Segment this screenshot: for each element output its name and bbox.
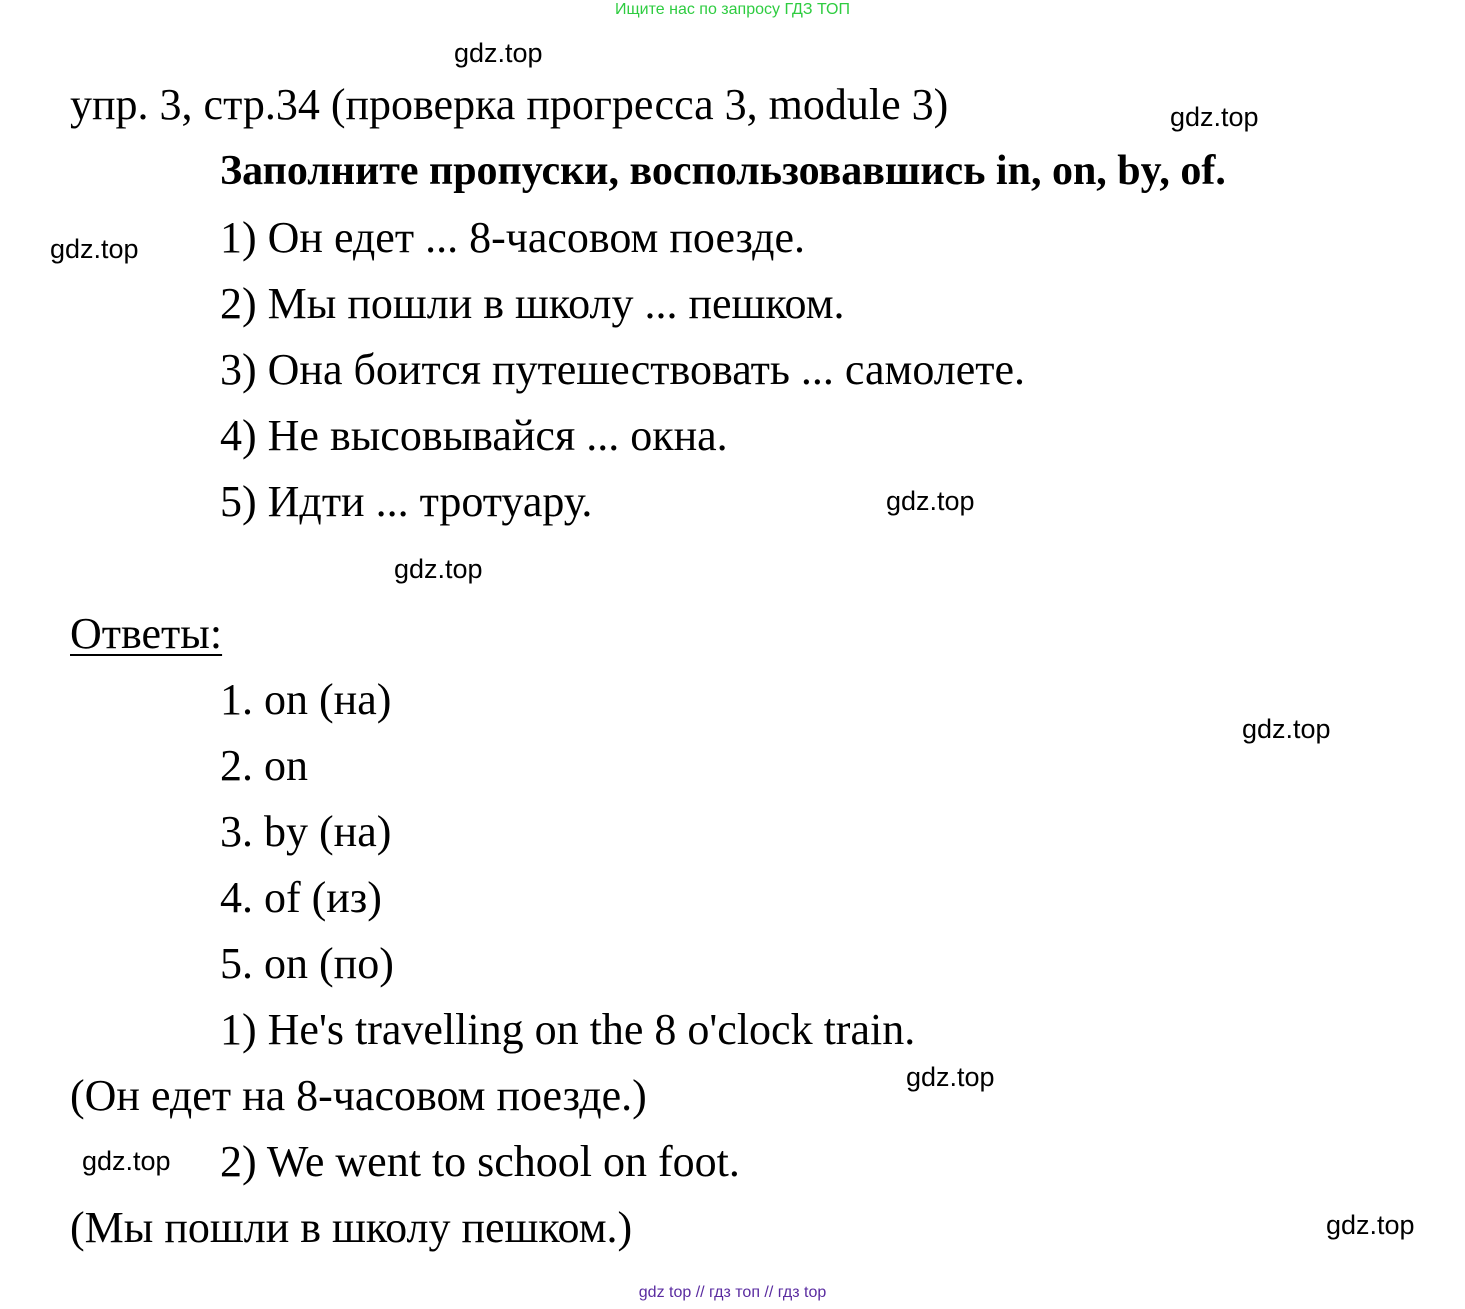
search-hint-banner: Ищите нас по запросу ГДЗ ТОП	[615, 1, 850, 18]
translation-russian: (Мы пошли в школу пешком.)	[70, 1203, 633, 1252]
watermark: gdz.top	[50, 234, 139, 264]
answer-item: 3. by (на)	[220, 807, 392, 856]
answer-item: 5. on (по)	[220, 939, 394, 988]
watermark: gdz.top	[906, 1062, 995, 1092]
watermark: gdz.top	[394, 554, 483, 584]
watermark: gdz.top	[886, 486, 975, 516]
answer-item: 1. on (на)	[220, 675, 392, 724]
translation-russian: (Он едет на 8-часовом поезде.)	[70, 1071, 647, 1120]
watermark: gdz.top	[1170, 102, 1259, 132]
watermark: gdz.top	[454, 38, 543, 68]
task-instruction: Заполните пропуски, воспользовавшись in, on, by, of.	[220, 148, 1226, 194]
exercise-heading: упр. 3, стр.34 (проверка прогресса 3, module 3)	[70, 80, 949, 129]
question-item: 3) Она боится путешествовать ... самолете.	[220, 345, 1025, 394]
question-item: 5) Идти ... тротуару.	[220, 477, 593, 526]
answers-label: Ответы:	[70, 609, 223, 658]
translation-english: 1) He's travelling on the 8 o'clock train.	[220, 1005, 916, 1054]
watermark: gdz.top	[1326, 1210, 1415, 1240]
watermark: gdz.top	[82, 1146, 171, 1176]
question-item: 1) Он едет ... 8-часовом поезде.	[220, 213, 806, 262]
answer-item: 4. of (из)	[220, 873, 382, 922]
answer-item: 2. on	[220, 741, 308, 790]
translation-english: 2) We went to school on foot.	[220, 1137, 740, 1186]
question-item: 4) Не высовывайся ... окна.	[220, 411, 728, 460]
footer-watermark: gdz top // гдз топ // гдз top	[638, 1284, 827, 1301]
question-item: 2) Мы пошли в школу ... пешком.	[220, 279, 845, 328]
watermark: gdz.top	[1242, 714, 1331, 744]
